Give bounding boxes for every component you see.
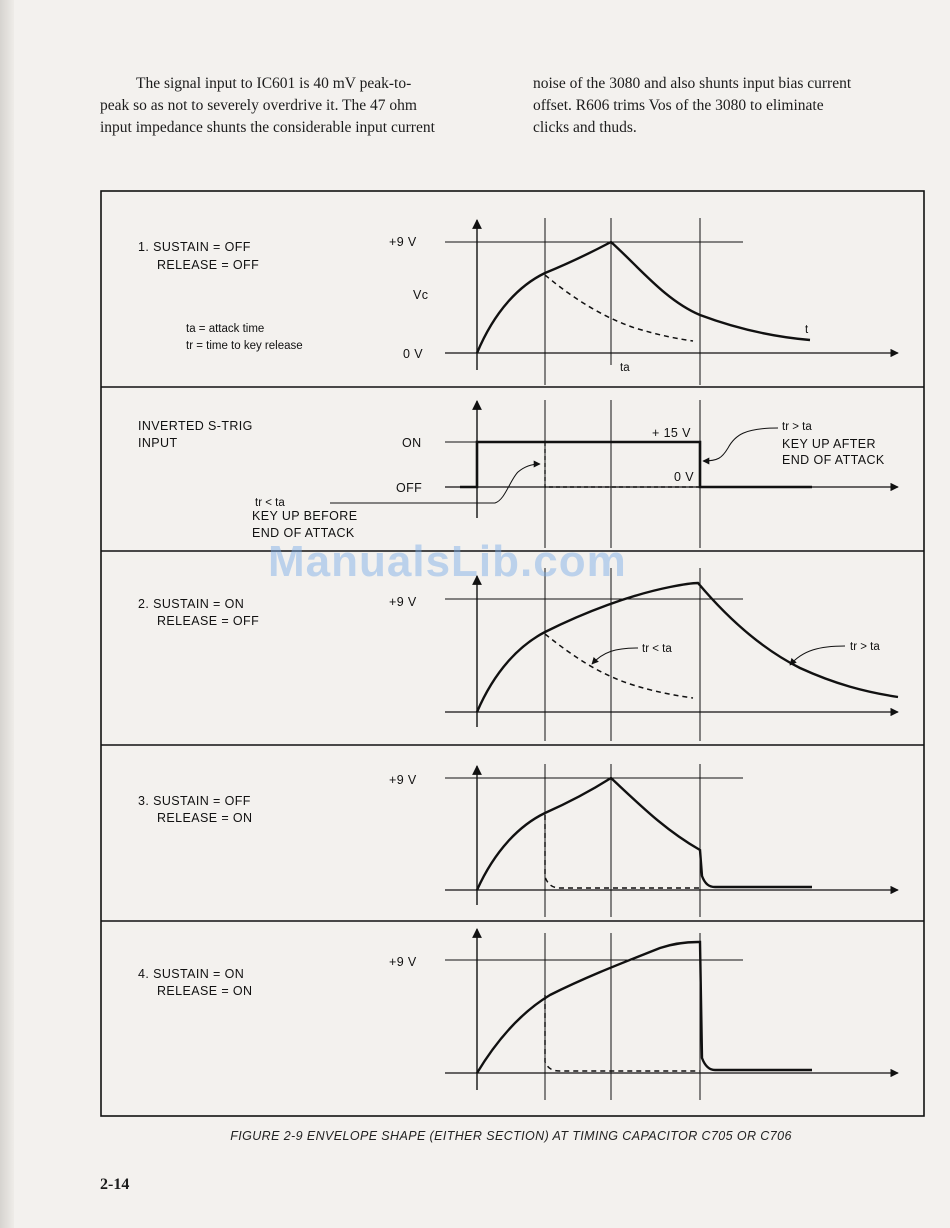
v0-label: 0 V [674,470,694,484]
trig-subtitle: INPUT [138,436,178,450]
trig-title: INVERTED S-TRIG [138,419,253,433]
figure-caption: FIGURE 2-9 ENVELOPE SHAPE (EITHER SECTION) AT TIMING CAPACITOR C705 OR C706 [230,1129,792,1143]
tr-lt-ta-label: tr < ta [255,497,285,509]
pointer-tr-gt [790,646,845,665]
panel-1 [138,218,898,385]
v-zero-label: 0 V [403,347,423,361]
panel1-subtitle: RELEASE = OFF [157,258,260,272]
tr-gt-ta-label: tr > ta [850,641,880,653]
page-number: 2-14 [100,1176,130,1193]
v-top-label: +9 V [389,773,417,787]
pointer-after [703,428,778,461]
end-of-attack-label-2: END OF ATTACK [252,526,355,540]
legend-ta: ta = attack time [186,323,265,335]
envelope-curve [477,583,898,712]
panel-3 [138,764,898,917]
intro-right-line: offset. R606 trims Vos of the 3080 to eliminate [533,97,824,114]
trigger-panel [138,400,898,548]
legend-tr: tr = time to key release [186,340,303,352]
panel2-subtitle: RELEASE = OFF [157,614,260,628]
release-curve-dashed [545,815,700,888]
release-curve-dashed [545,275,693,341]
v-top-label: +9 V [389,235,417,249]
envelope-curve [477,242,810,353]
watermark: ManualsLib.com [268,537,627,586]
pointer-tr-lt [592,648,638,664]
envelope-curve [477,778,812,890]
panel-2 [138,568,898,741]
panel3-title: 3. SUSTAIN = OFF [138,794,251,808]
tr-gt-ta-label: tr > ta [782,421,812,433]
ta-label: ta [620,362,630,374]
panel2-title: 2. SUSTAIN = ON [138,597,245,611]
t-label: t [805,324,809,336]
key-up-after-label: KEY UP AFTER [782,437,876,451]
off-label: OFF [396,481,423,495]
panel3-subtitle: RELEASE = ON [157,811,253,825]
on-label: ON [402,436,422,450]
key-up-before-label: KEY UP BEFORE [252,509,358,523]
v-top-label: +9 V [389,955,417,969]
tr-lt-ta-label: tr < ta [642,643,672,655]
end-of-attack-label: END OF ATTACK [782,453,885,467]
intro-right-line: noise of the 3080 and also shunts input bias current [533,75,852,92]
intro-left-line: input impedance shunts the considerable input current [100,119,435,136]
vc-label: Vc [413,288,429,302]
panel-4 [138,929,898,1100]
pointer-before [330,464,540,503]
panel1-title: 1. SUSTAIN = OFF [138,240,251,254]
envelope-curve [477,942,812,1073]
panel4-title: 4. SUSTAIN = ON [138,967,245,981]
intro-left-line: peak so as not to severely overdrive it. The 47 ohm [100,97,417,114]
intro-left-line: The signal input to IC601 is 40 mV peak-to- [136,75,412,92]
v15-label: + 15 V [652,426,691,440]
panel4-subtitle: RELEASE = ON [157,984,253,998]
intro-right-line: clicks and thuds. [533,119,637,136]
v-top-label: +9 V [389,595,417,609]
release-curve-dashed [545,995,700,1071]
